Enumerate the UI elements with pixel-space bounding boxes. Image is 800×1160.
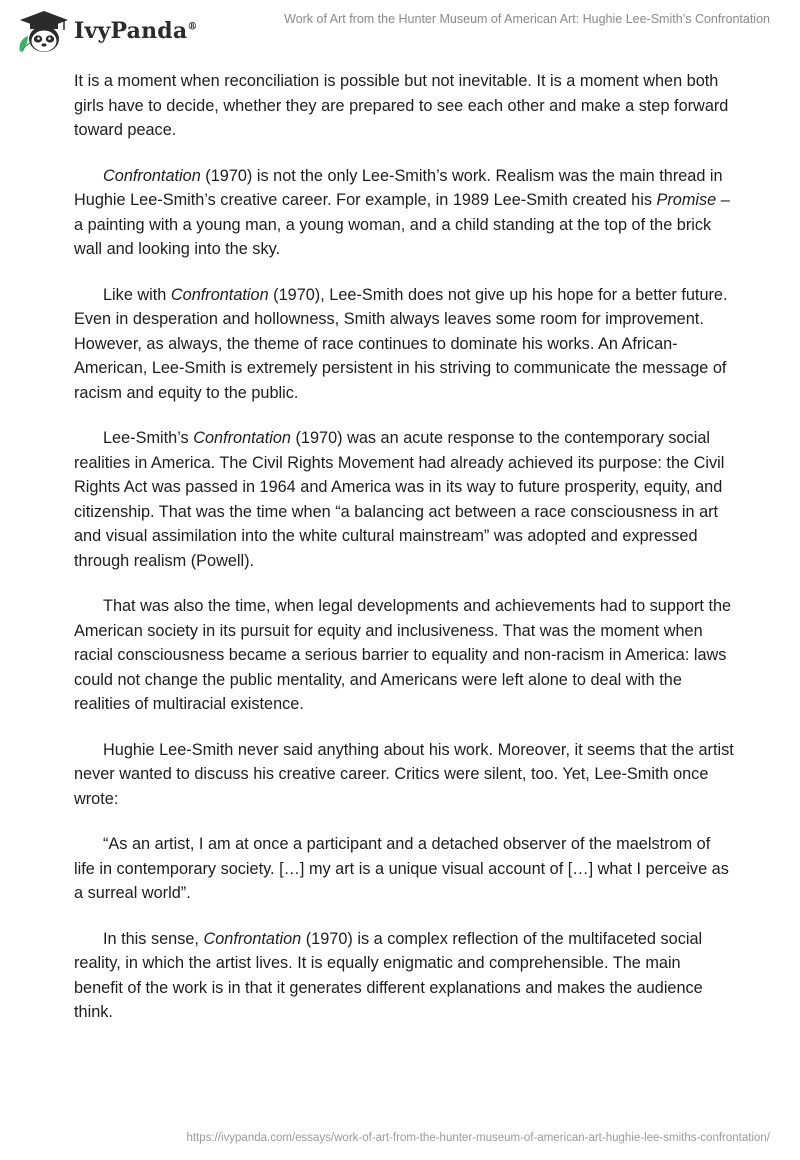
paragraph: Like with Confrontation (1970), Lee-Smith does not give up his hope for a better future. Even in desperation and hollowness, Smith always leaves some room for improvement. However, as always, the theme of race continues to dominate his works. An African-American, Lee-Smith is extremely persistent in his striving to communicate the message of racism and equity to the public.	[74, 285, 728, 402]
paragraph: It is a moment when reconciliation is possible but not inevitable. It is a moment when both girls have to decide, whether they are prepared to see each other and make a step forward toward peace.	[74, 72, 729, 139]
page-header	[0, 0, 800, 60]
essay-body	[74, 69, 734, 1046]
panda-graduate-icon	[14, 8, 72, 54]
paragraph: Confrontation (1970) is not the only Lee-Smith’s work. Realism was the main thread in Hughie Lee-Smith’s creative career. For example, in 1989 Lee-Smith created his Promise – a painting with a young man, a young woman, and a child standing at the top of the brick wall and looking into the sky.	[74, 166, 730, 258]
page-title: Work of Art from the Hunter Museum of American Art: Hughie Lee-Smith’s Confrontation	[284, 12, 770, 26]
paragraph: Lee-Smith’s Confrontation (1970) was an acute response to the contemporary social realities in America. The Civil Rights Movement had already achieved its purpose: the Civil Rights Act was passed in 1964 and America was in its way to future prosperity, equity, and citizenship. That was the time when “a balancing act between a race consciousness in art and visual assimilation into the white cultural mainstream” was adopted and expressed through realism (Powell).	[74, 429, 725, 570]
quotation: “As an artist, I am at once a participant and a detached observer of the maelstrom of life in contemporary society. […] my art is a unique visual account of […] what I perceive as a surreal world”.	[74, 835, 729, 902]
ivypanda-logo[interactable]	[14, 8, 198, 54]
paragraph: Hughie Lee-Smith never said anything about his work. Moreover, it seems that the artist never wanted to discuss his creative career. Critics were silent, too. Yet, Lee-Smith once wrote:	[74, 740, 734, 808]
paragraph: In this sense, Confrontation (1970) is a complex reflection of the multifaceted social reality, in which the artist lives. It is equally enigmatic and comprehensible. The main benefit of the work is in that it generates different explanations and makes the audience think.	[74, 929, 703, 1021]
source-url-link[interactable]: https://ivypanda.com/essays/work-of-art-from-the-hunter-museum-of-american-art-hughie-lee-smiths-confrontation/	[186, 1132, 770, 1144]
paragraph: That was also the time, when legal developments and achievements had to support the American society in its pursuit for equity and inclusiveness. That was the moment when racial consciousness became a serious barrier to equality and non-racism in America: laws could not change the public mentality, and Americans were left alone to deal with the realities of multiracial existence.	[74, 597, 732, 713]
brand-name: IvyPanda®	[74, 18, 198, 44]
